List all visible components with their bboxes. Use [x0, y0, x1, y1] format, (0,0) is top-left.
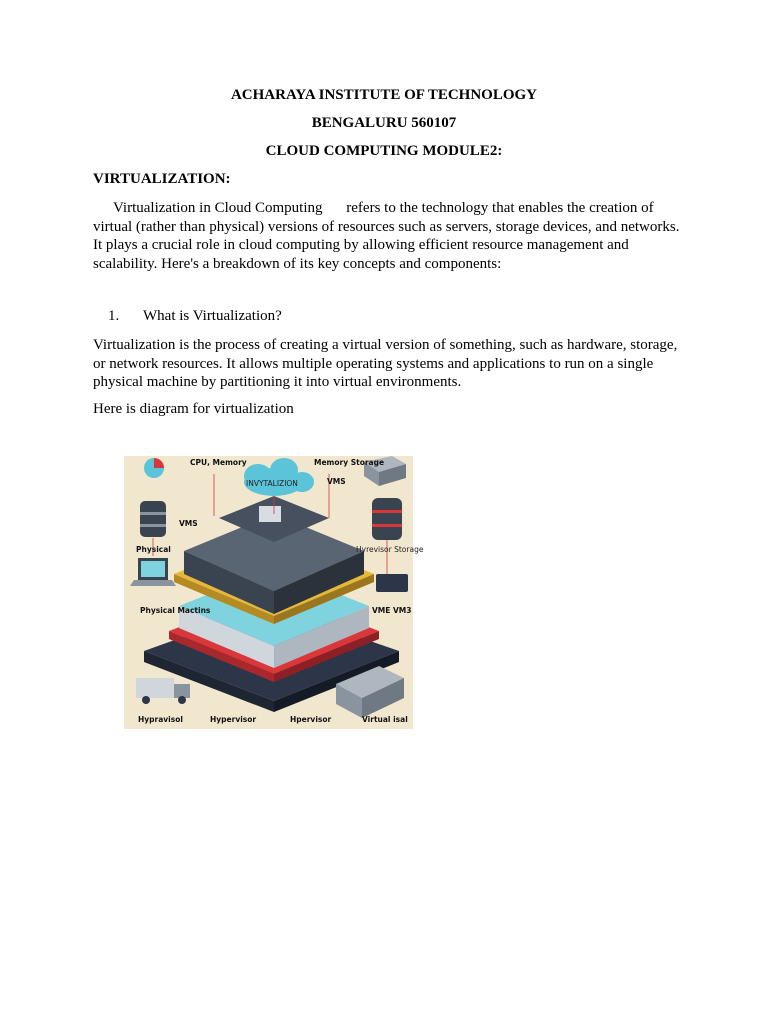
label-vms-left: VMS — [179, 519, 198, 528]
label-vms-top: VMS — [327, 477, 346, 486]
cloud-icon — [244, 458, 314, 496]
label-bottom-3: Hpervisor — [290, 715, 332, 724]
virtualization-diagram-graphic — [124, 456, 424, 729]
drive-icon — [376, 574, 408, 592]
label-cpu-memory: CPU, Memory — [190, 458, 247, 467]
city-heading: BENGALURU 560107 — [311, 115, 457, 131]
intro-rest: refers to the technology that enables the creation of virtual (rather than physical) versions of resources such as servers, storage devices, and networks. It plays a crucial role in cloud computing by allowing efficient resource management and scalability. Here's a breakdown of its key concepts and components: — [93, 200, 680, 272]
intro-paragraph — [93, 199, 683, 273]
intro-lead: Virtualization in Cloud Computing — [113, 200, 323, 216]
pie-chart-icon — [144, 458, 164, 478]
laptop-icon — [130, 558, 176, 586]
list-text: What is Virtualization? — [143, 308, 282, 324]
label-memory-storage: Memory Storage — [314, 458, 385, 467]
left-storage-icon — [140, 501, 166, 537]
list-number: 1. — [108, 308, 120, 324]
module-heading: CLOUD COMPUTING MODULE2: — [265, 143, 503, 159]
virtualization-diagram — [124, 456, 424, 729]
list-item — [108, 308, 282, 325]
label-bottom-4: Virtual isal — [362, 715, 408, 724]
truck-icon — [136, 678, 190, 704]
definition-paragraph: Virtualization is the process of creating a virtual version of something, such as hardware, storage, or network resources. It allows multiple operating systems and applications to run on a single physical machine by partitioning it into virtual environments. — [93, 337, 678, 390]
section-title: VIRTUALIZATION: — [93, 171, 231, 187]
label-vm-right: VMЕ VM3 — [372, 606, 412, 615]
right-storage-icon — [372, 498, 402, 540]
institute-heading: ACHARAYA INSTITUTE OF TECHNOLOGY — [230, 87, 538, 103]
label-physical-machines: Physical Mactins — [140, 606, 211, 615]
label-cloud: INVYTALIZION — [246, 479, 298, 488]
label-bottom-2: Hypervisor — [210, 715, 257, 724]
diagram-caption: Here is diagram for virtualization — [93, 401, 294, 417]
label-bottom-1: Hypravisol — [138, 715, 183, 724]
label-hypervisor-storage: Hyrevisor Storage — [356, 545, 424, 554]
label-physical: Physical — [136, 545, 171, 554]
